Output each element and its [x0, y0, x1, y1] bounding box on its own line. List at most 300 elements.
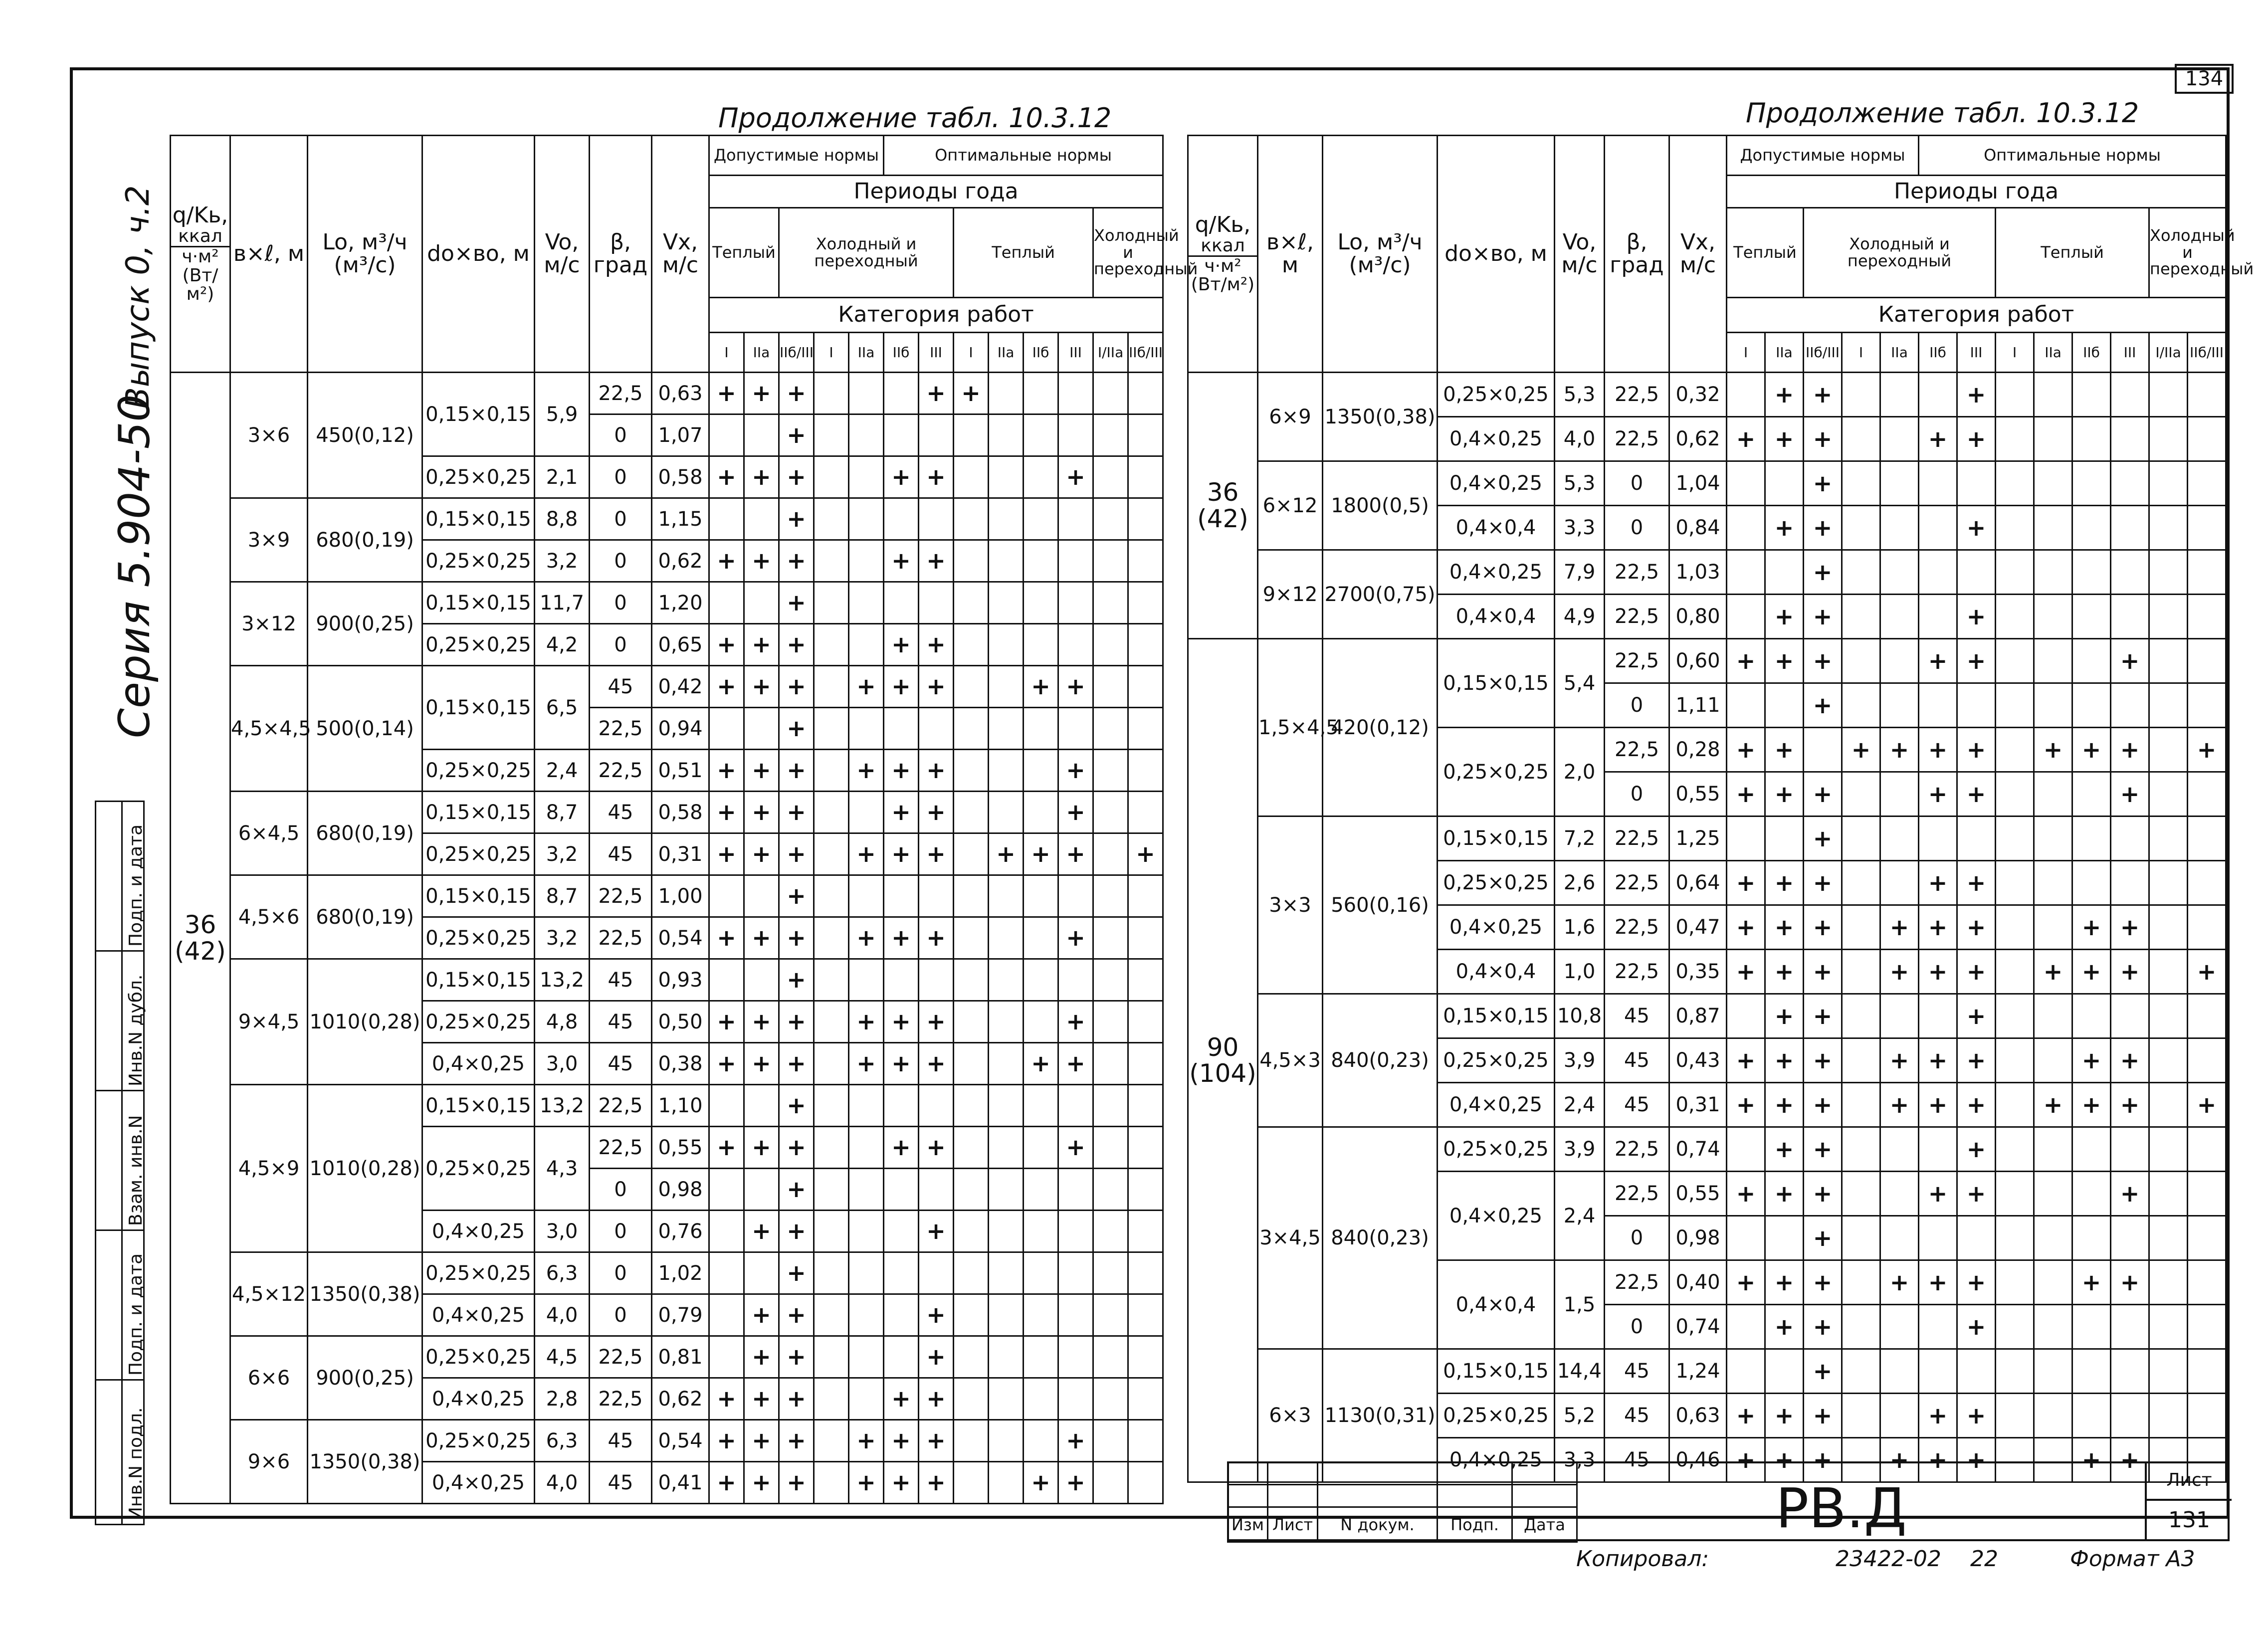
mark-cell [2034, 1216, 2072, 1260]
opening-cell: 0,25×0,25 [422, 833, 535, 875]
mark-cell: + [1880, 1083, 1919, 1127]
size-cell: 6×3 [1258, 1349, 1323, 1482]
mark-cell: + [779, 833, 814, 875]
mark-cell [1093, 708, 1128, 750]
mark-cell [2072, 772, 2111, 816]
mark-cell [1880, 994, 1919, 1038]
angle-cell: 45 [590, 1043, 652, 1085]
table-row [171, 792, 1163, 833]
table-row [1188, 373, 2226, 417]
mark-cell [709, 959, 744, 1001]
mark-cell [954, 1127, 989, 1169]
mark-cell [1058, 1085, 1093, 1127]
angle-cell: 0 [590, 498, 652, 540]
mark-cell [1880, 1394, 1919, 1438]
table-row [171, 1252, 1163, 1294]
angle-cell: 45 [590, 1001, 652, 1043]
mark-cell: + [744, 624, 779, 666]
mark-cell [1919, 1216, 1957, 1260]
mark-cell: + [1957, 772, 1996, 816]
mark-cell: + [709, 1420, 744, 1462]
mark-cell: + [709, 1127, 744, 1169]
mark-cell [1128, 456, 1163, 498]
mark-cell [2188, 1260, 2226, 1305]
size-cell: 4,5×3 [1258, 994, 1323, 1127]
periods-header: Периоды года [709, 176, 1163, 208]
mark-cell [1024, 875, 1058, 917]
opening-cell: 0,4×0,25 [422, 1211, 535, 1252]
mark-cell: + [1880, 905, 1919, 950]
mark-cell: + [884, 540, 919, 582]
mark-cell [1842, 550, 1880, 595]
mark-cell: + [779, 414, 814, 456]
mark-cell [1919, 373, 1957, 417]
mark-cell: + [849, 917, 884, 959]
mark-cell [884, 959, 919, 1001]
vx-cell: 0,51 [652, 750, 709, 792]
flow-cell: 680(0,19) [308, 875, 422, 959]
mark-cell: + [709, 666, 744, 708]
velocity-cell: 1,6 [1555, 905, 1605, 950]
vx-cell: 0,58 [652, 792, 709, 833]
mark-cell [1996, 461, 2034, 506]
vx-cell: 0,31 [652, 833, 709, 875]
flow-cell: 1350(0,38) [1323, 373, 1438, 461]
mark-cell [1880, 1216, 1919, 1260]
opening-cell: 0,4×0,25 [422, 1043, 535, 1085]
mark-cell [1093, 456, 1128, 498]
mark-cell: + [1919, 861, 1957, 905]
mark-cell: + [1880, 1438, 1919, 1482]
mark-cell [814, 1211, 849, 1252]
mark-cell: + [1058, 1420, 1093, 1462]
mark-cell: + [779, 456, 814, 498]
mark-cell: + [779, 1001, 814, 1043]
opening-cell: 0,25×0,25 [422, 1127, 535, 1211]
angle-cell: 22,5 [590, 373, 652, 414]
mark-cell: + [2188, 950, 2226, 994]
mark-cell: + [919, 1462, 954, 1504]
vx-cell: 1,03 [1669, 550, 1727, 595]
angle-cell: 45 [590, 833, 652, 875]
mark-cell: + [1919, 417, 1957, 461]
mark-cell [989, 373, 1024, 414]
mark-cell [919, 1252, 954, 1294]
flow-cell: 900(0,25) [308, 1336, 422, 1420]
velocity-cell: 3,0 [535, 1043, 590, 1085]
angle-cell: 0 [590, 624, 652, 666]
mark-cell [2072, 1127, 2111, 1172]
mark-cell [884, 582, 919, 624]
mark-cell: + [779, 1043, 814, 1085]
mark-cell [1093, 1252, 1128, 1294]
mark-cell [989, 1336, 1024, 1378]
mark-cell: + [884, 1420, 919, 1462]
mark-cell [814, 1294, 849, 1336]
mark-cell: + [2111, 1038, 2149, 1083]
size-cell: 9×4,5 [230, 959, 308, 1085]
mark-cell: + [1765, 1305, 1804, 1349]
mark-cell [2149, 639, 2188, 683]
mark-cell: + [1957, 1083, 1996, 1127]
mark-cell [884, 1169, 919, 1211]
mark-cell [1919, 550, 1957, 595]
mark-cell [814, 750, 849, 792]
mark-cell: + [1804, 1260, 1842, 1305]
mark-cell [849, 624, 884, 666]
mark-cell [2111, 1394, 2149, 1438]
mark-cell [1765, 1349, 1804, 1394]
velocity-cell: 3,0 [535, 1211, 590, 1252]
left-table-title: Продолжение табл. 10.3.12 [718, 102, 1112, 134]
mark-cell [1842, 1083, 1880, 1127]
mark-cell [814, 875, 849, 917]
cat-label: IIб [1919, 333, 1957, 373]
mark-cell: + [1957, 373, 1996, 417]
mark-cell [1128, 414, 1163, 456]
mark-cell [849, 1336, 884, 1378]
mark-cell: + [919, 917, 954, 959]
mark-cell [1128, 498, 1163, 540]
mark-cell [989, 666, 1024, 708]
mark-cell [1024, 792, 1058, 833]
mark-cell [744, 1085, 779, 1127]
mark-cell: + [1765, 772, 1804, 816]
mark-cell: + [919, 1294, 954, 1336]
mark-cell [1093, 1043, 1128, 1085]
flow-cell: 560(0,16) [1323, 816, 1438, 994]
mark-cell [989, 792, 1024, 833]
mark-cell: + [1058, 1462, 1093, 1504]
mark-cell [1093, 792, 1128, 833]
mark-cell: + [1804, 905, 1842, 950]
mark-cell [954, 750, 989, 792]
mark-cell [1093, 750, 1128, 792]
mark-cell: + [1765, 595, 1804, 639]
mark-cell [2111, 417, 2149, 461]
mark-cell: + [884, 456, 919, 498]
mark-cell [989, 1043, 1024, 1085]
vx-cell: 0,63 [1669, 1394, 1727, 1438]
mark-cell [1128, 1043, 1163, 1085]
mark-cell [709, 498, 744, 540]
vx-cell: 0,62 [652, 540, 709, 582]
flow-cell: 900(0,25) [308, 582, 422, 666]
mark-cell [1996, 417, 2034, 461]
velocity-cell: 5,2 [1555, 1394, 1605, 1438]
mark-cell: + [1880, 728, 1919, 772]
mark-cell [989, 414, 1024, 456]
mark-cell [1058, 1252, 1093, 1294]
vx-cell: 0,28 [1669, 728, 1727, 772]
mark-cell [709, 582, 744, 624]
mark-cell [814, 582, 849, 624]
mark-cell [1880, 1172, 1919, 1216]
mark-cell [919, 1085, 954, 1127]
mark-cell: + [779, 1211, 814, 1252]
mark-cell: + [1727, 1260, 1765, 1305]
vx-cell: 0,55 [652, 1127, 709, 1169]
mark-cell [1842, 816, 1880, 861]
mark-cell [954, 1420, 989, 1462]
q-header: q/Kь, ккал ч·м² (Вт/м²) [1188, 136, 1258, 373]
cat-label: IIб [884, 333, 919, 373]
mark-cell [919, 1169, 954, 1211]
mark-cell: + [884, 1001, 919, 1043]
mark-cell: + [2111, 1260, 2149, 1305]
order-number: 23422-02 [1836, 1546, 1941, 1572]
mark-cell: + [1804, 861, 1842, 905]
opening-cell: 0,15×0,15 [422, 1085, 535, 1127]
mark-cell [2149, 905, 2188, 950]
mark-cell [2034, 1349, 2072, 1394]
mark-cell [1727, 816, 1765, 861]
mark-cell [1128, 1169, 1163, 1211]
angle-cell: 45 [590, 1420, 652, 1462]
mark-cell [1058, 1169, 1093, 1211]
mark-cell [1996, 905, 2034, 950]
mark-cell: + [744, 456, 779, 498]
allowable-norms-header: Допустимые нормы [709, 136, 884, 176]
mark-cell: + [1804, 1127, 1842, 1172]
velocity-cell: 4,2 [535, 624, 590, 666]
velocity-cell: 6,5 [535, 666, 590, 750]
mark-cell: + [1957, 595, 1996, 639]
mark-cell: + [1727, 1394, 1765, 1438]
mark-cell [2188, 506, 2226, 550]
mark-cell [1996, 1083, 2034, 1127]
mark-cell: + [744, 373, 779, 414]
mark-cell [744, 959, 779, 1001]
flow-cell: 1800(0,5) [1323, 461, 1438, 550]
optimal-norms-header: Оптимальные нормы [884, 136, 1163, 176]
mark-cell [2149, 461, 2188, 506]
mark-cell: + [1804, 1216, 1842, 1260]
flow-cell: 1350(0,38) [308, 1420, 422, 1504]
beta-header: β, град [590, 136, 652, 373]
angle-cell: 0 [590, 582, 652, 624]
mark-cell: + [2072, 1038, 2111, 1083]
vx-cell: 1,07 [652, 414, 709, 456]
velocity-cell: 14,4 [1555, 1349, 1605, 1394]
table-row [171, 875, 1163, 917]
mark-cell [2072, 1172, 2111, 1216]
mark-cell [1842, 950, 1880, 994]
mark-cell [1128, 1462, 1163, 1504]
mark-cell: + [1058, 833, 1093, 875]
mark-cell [814, 1169, 849, 1211]
flow-cell: 680(0,19) [308, 498, 422, 582]
mark-cell [1842, 861, 1880, 905]
mark-cell [1765, 683, 1804, 728]
mark-cell [989, 959, 1024, 1001]
mark-cell [2034, 373, 2072, 417]
mark-cell [1128, 582, 1163, 624]
mark-cell [919, 498, 954, 540]
mark-cell: + [1919, 772, 1957, 816]
mark-cell: + [884, 1462, 919, 1504]
mark-cell [1727, 461, 1765, 506]
mark-cell [849, 414, 884, 456]
mark-cell: + [1765, 1438, 1804, 1482]
mark-cell [1093, 1169, 1128, 1211]
mark-cell [2034, 506, 2072, 550]
mark-cell [1058, 373, 1093, 414]
flow-cell: 840(0,23) [1323, 994, 1438, 1127]
velocity-cell: 10,8 [1555, 994, 1605, 1038]
mark-cell: + [1957, 1438, 1996, 1482]
mark-cell: + [1058, 1127, 1093, 1169]
mark-cell [989, 1001, 1024, 1043]
velocity-cell: 5,3 [1555, 461, 1605, 506]
vx-cell: 0,98 [652, 1169, 709, 1211]
mark-cell: + [884, 1043, 919, 1085]
mark-cell [814, 1378, 849, 1420]
mark-cell [1996, 772, 2034, 816]
mark-cell: + [1957, 994, 1996, 1038]
mark-cell: + [849, 1420, 884, 1462]
mark-cell [1093, 373, 1128, 414]
mark-cell: + [919, 666, 954, 708]
mark-cell [1058, 1294, 1093, 1336]
mark-cell [1058, 414, 1093, 456]
vx-cell: 1,20 [652, 582, 709, 624]
opening-cell: 0,25×0,25 [422, 540, 535, 582]
mark-cell [1093, 917, 1128, 959]
mark-cell: + [1804, 772, 1842, 816]
mark-cell: + [2188, 728, 2226, 772]
mark-cell [2149, 1127, 2188, 1172]
mark-cell: + [1058, 456, 1093, 498]
mark-cell [2034, 861, 2072, 905]
mark-cell [814, 917, 849, 959]
mark-cell [814, 414, 849, 456]
mark-cell [2111, 1216, 2149, 1260]
mark-cell [2188, 861, 2226, 905]
mark-cell: + [1804, 1349, 1842, 1394]
table-row [1188, 1349, 2226, 1394]
mark-cell [1128, 666, 1163, 708]
mark-cell: + [2111, 772, 2149, 816]
mark-cell [1093, 1085, 1128, 1127]
vx-cell: 0,62 [652, 1378, 709, 1420]
mark-cell [1957, 550, 1996, 595]
mark-cell [1093, 498, 1128, 540]
mark-cell [849, 1211, 884, 1252]
mark-cell: + [1880, 1260, 1919, 1305]
mark-cell: + [1765, 950, 1804, 994]
cat-label: III [919, 333, 954, 373]
mark-cell: + [884, 1378, 919, 1420]
mark-cell: + [1024, 666, 1058, 708]
velocity-cell: 2,6 [1555, 861, 1605, 905]
vx-cell: 0,87 [1669, 994, 1727, 1038]
mark-cell [1024, 1085, 1058, 1127]
mark-cell [2034, 639, 2072, 683]
mark-cell [2149, 950, 2188, 994]
mark-cell [814, 1420, 849, 1462]
mark-cell [1093, 1378, 1128, 1420]
mark-cell [1128, 1001, 1163, 1043]
mark-cell [2034, 816, 2072, 861]
mark-cell [1996, 683, 2034, 728]
mark-cell [1919, 1349, 1957, 1394]
mark-cell [1996, 1349, 2034, 1394]
mark-cell [954, 1211, 989, 1252]
mark-cell [2188, 1349, 2226, 1394]
mark-cell [1842, 772, 1880, 816]
opening-cell: 0,4×0,25 [1438, 1172, 1555, 1260]
mark-cell [1842, 1305, 1880, 1349]
mark-cell: + [709, 1043, 744, 1085]
angle-cell: 22,5 [590, 875, 652, 917]
mark-cell [2072, 994, 2111, 1038]
mark-cell [1024, 1294, 1058, 1336]
vx-cell: 0,60 [1669, 639, 1727, 683]
flow-cell: 680(0,19) [308, 792, 422, 875]
mark-cell [2072, 595, 2111, 639]
mark-cell [2149, 550, 2188, 595]
mark-cell [814, 833, 849, 875]
vx-cell: 1,04 [1669, 461, 1727, 506]
stamp-col-label: Лист [1268, 1507, 1318, 1542]
mark-cell [989, 1420, 1024, 1462]
mark-cell: + [744, 1462, 779, 1504]
vx-cell: 0,74 [1669, 1127, 1727, 1172]
document-code: РВ.Д [1776, 1476, 1907, 1540]
angle-cell: 22,5 [590, 1127, 652, 1169]
mark-cell: + [779, 1169, 814, 1211]
angle-cell: 45 [1605, 1394, 1669, 1438]
vx-cell: 1,11 [1669, 683, 1727, 728]
size-cell: 6×12 [1258, 461, 1323, 550]
opening-cell: 0,15×0,15 [422, 666, 535, 750]
warm-optimal-header: Теплый [1996, 208, 2149, 298]
mark-cell [1842, 461, 1880, 506]
mark-cell [709, 708, 744, 750]
mark-cell [1727, 1127, 1765, 1172]
vx-cell: 0,41 [652, 1462, 709, 1504]
mark-cell [814, 1001, 849, 1043]
mark-cell: + [1804, 994, 1842, 1038]
mark-cell: + [779, 1252, 814, 1294]
cat-label: I [1727, 333, 1765, 373]
mark-cell: + [1804, 461, 1842, 506]
mark-cell [2111, 1127, 2149, 1172]
cat-label: IIб/III [2188, 333, 2226, 373]
vx-cell: 0,47 [1669, 905, 1727, 950]
vx-cell: 0,80 [1669, 595, 1727, 639]
mark-cell: + [2072, 950, 2111, 994]
size-cell: 3×9 [230, 498, 308, 582]
mark-cell: + [849, 1462, 884, 1504]
mark-cell: + [1919, 1172, 1957, 1216]
opening-cell: 0,4×0,25 [1438, 461, 1555, 506]
mark-cell [1880, 1127, 1919, 1172]
mark-cell [1128, 1336, 1163, 1378]
size-cell: 4,5×6 [230, 875, 308, 959]
mark-cell: + [709, 917, 744, 959]
mark-cell: + [884, 792, 919, 833]
vx-cell: 0,74 [1669, 1305, 1727, 1349]
mark-cell [989, 917, 1024, 959]
opening-cell: 0,4×0,25 [1438, 1083, 1555, 1127]
mark-cell: + [1919, 639, 1957, 683]
mark-cell [2034, 1305, 2072, 1349]
mark-cell [1842, 417, 1880, 461]
mark-cell: + [744, 1378, 779, 1420]
mark-cell: + [779, 792, 814, 833]
